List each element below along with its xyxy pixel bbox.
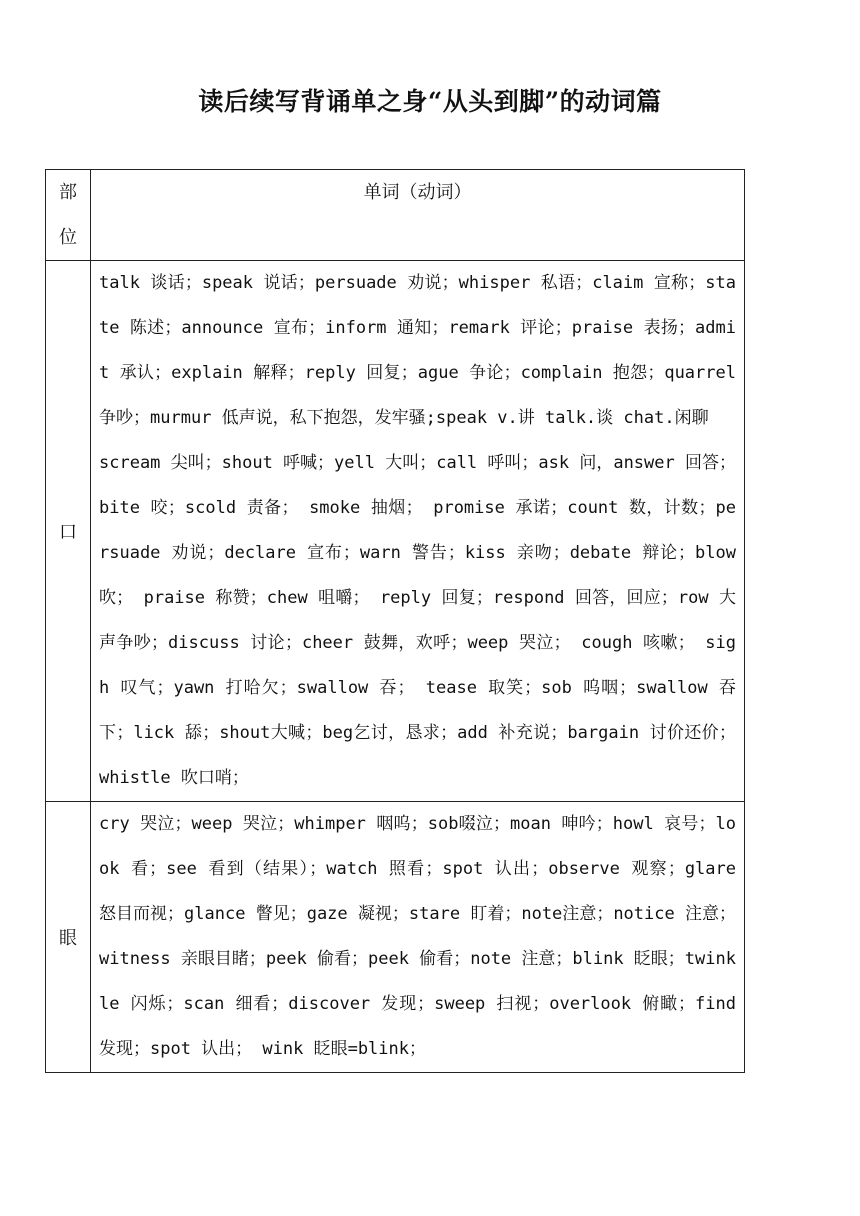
part-cell-eye: 眼: [46, 802, 91, 1073]
words-cell-eye: [91, 802, 745, 1073]
header-part-cell: [46, 170, 91, 261]
header-words-label: 单词（动词）: [363, 182, 472, 203]
header-part-label: [46, 170, 90, 260]
words-paragraph: talk 谈话；speak 说话；persuade 劝说；whisper 私语；claim 宣称；state 陈述；announce 宣布；inform 通知；remark 评论；praise 表扬；admit 承认；explain 解释；reply 回复；ague 争论；complain 抱怨；quarrel 争吵；murmur 低声说，私下抱怨，发牢骚;speak v.讲 talk.谈 chat.闲聊: [99, 273, 736, 428]
words-cell-mouth: [91, 261, 745, 802]
header-part-char: 部: [59, 182, 77, 203]
table-row: [46, 261, 745, 802]
part-cell-mouth: 口: [46, 261, 91, 802]
table-row: [46, 802, 745, 1073]
header-part-char: 位: [59, 227, 77, 248]
table-header-row: [46, 170, 745, 261]
vocabulary-table: [45, 169, 745, 1073]
words-paragraph: scream 尖叫；shout 呼喊；yell 大叫；call 呼叫；ask 问，answer 回答；bite 咬；scold 责备； smoke 抽烟； promise 承诺；count 数，计数；persuade 劝说；declare 宣布；warn 警告；kiss 亲吻；debate 辩论；blow吹； praise 称赞；chew 咀嚼； reply 回复；respond 回答，回应；row 大声争吵；discuss 讨论；cheer 鼓舞，欢呼；weep 哭泣； cough 咳嗽； sigh 叹气；yawn 打哈欠；swallow 吞； tease 取笑；sob 呜咽；swallow 吞下；lick 舔；shout大喊；beg乞讨，恳求；add 补充说；bargain 讨价还价；whistle 吹口哨；: [99, 453, 736, 788]
words-paragraph: cry 哭泣；weep 哭泣；whimper 咽呜；sob啜泣；moan 呻吟；howl 哀号；look 看；see 看到（结果）；watch 照看；spot 认出；observe 观察；glare 怒目而视；glance 瞥见；gaze 凝视；stare 盯着；note注意；notice 注意；witness 亲眼目睹；peek 偷看；peek 偷看；note 注意；blink 眨眼；twinkle 闪烁；scan 细看；discover 发现；sweep 扫视；overlook 俯瞰；find 发现；spot 认出； wink 眨眼=blink；: [99, 814, 736, 1059]
header-words-cell: [91, 170, 745, 261]
page-title: 读后续写背诵单之身“从头到脚”的动词篇: [198, 87, 662, 116]
